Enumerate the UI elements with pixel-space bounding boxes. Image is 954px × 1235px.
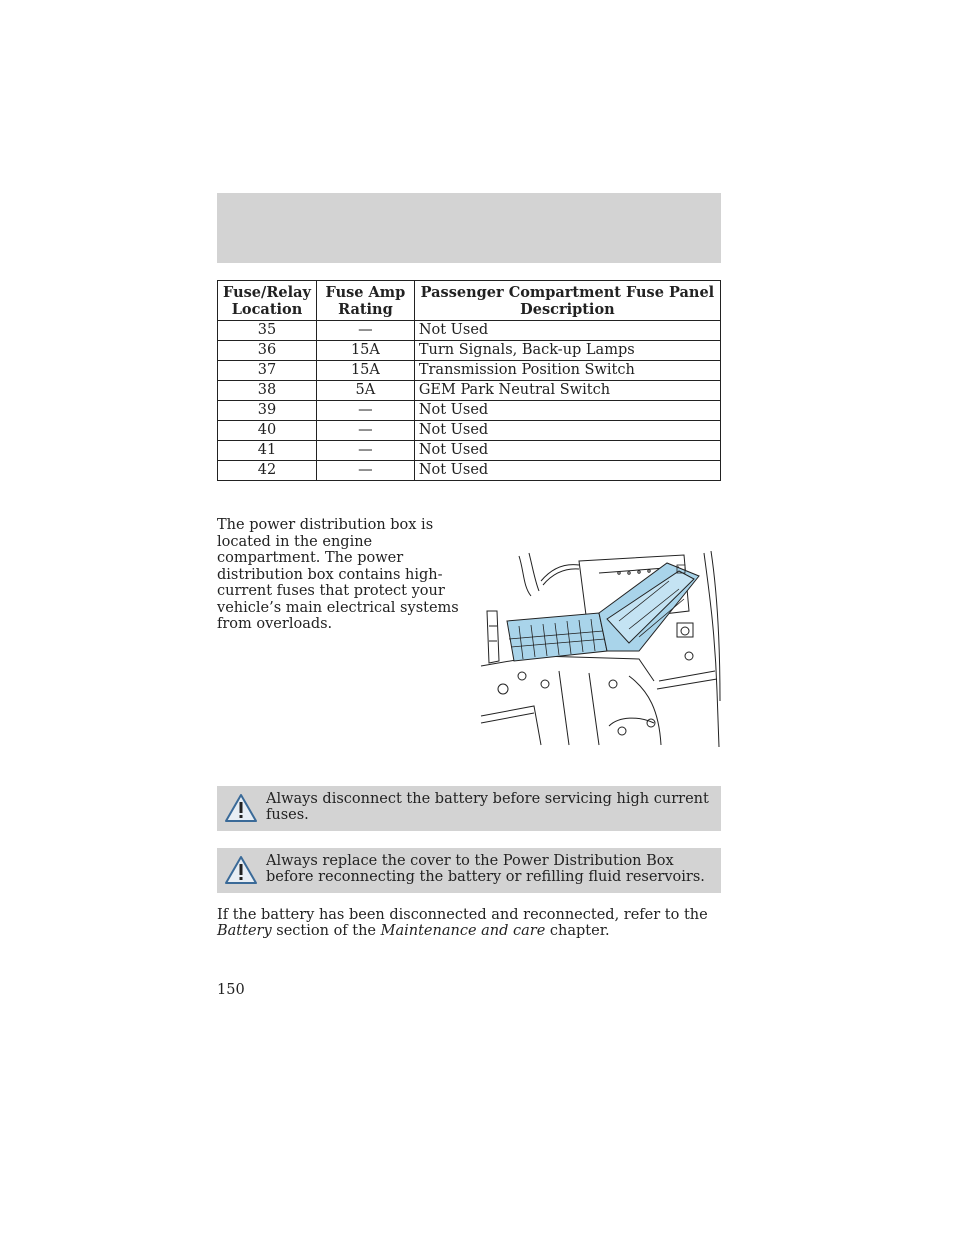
- cell-amp: 5A: [316, 381, 414, 401]
- header-description: Passenger Compartment Fuse Panel Description: [414, 281, 720, 321]
- page-number: 150: [217, 982, 245, 998]
- cell-description: Not Used: [414, 441, 720, 461]
- header-amp-rating: Fuse Amp Rating: [316, 281, 414, 321]
- table-row: [218, 421, 721, 441]
- cell-location: 37: [218, 361, 317, 381]
- cell-location: 42: [218, 461, 317, 481]
- cell-location: 35: [218, 321, 317, 341]
- warning-box: [217, 786, 721, 831]
- section-header-band: [217, 193, 721, 263]
- maintenance-chapter-ref: Maintenance and care: [380, 923, 546, 939]
- cell-amp: —: [316, 461, 414, 481]
- cell-location: 36: [218, 341, 317, 361]
- warning-text: Always disconnect the battery before servicing high current fuses.: [266, 791, 709, 823]
- note-text: chapter.: [545, 923, 610, 939]
- cell-description: Transmission Position Switch: [414, 361, 720, 381]
- cell-description: Turn Signals, Back-up Lamps: [414, 341, 720, 361]
- header-location: Fuse/Relay Location: [218, 281, 317, 321]
- cell-location: 39: [218, 401, 317, 421]
- cell-description: Not Used: [414, 321, 720, 341]
- fuse-table: [217, 280, 721, 481]
- cell-amp: —: [316, 401, 414, 421]
- warning-text: Always replace the cover to the Power Distribution Box before reconnecting the battery or refilling fluid reservoirs.: [266, 853, 705, 885]
- cell-description: Not Used: [414, 401, 720, 421]
- table-header-row: [218, 281, 721, 321]
- table-row: [218, 381, 721, 401]
- cell-amp: —: [316, 321, 414, 341]
- cell-location: 38: [218, 381, 317, 401]
- cell-location: 41: [218, 441, 317, 461]
- table-row: [218, 341, 721, 361]
- cell-description: Not Used: [414, 461, 720, 481]
- cell-amp: 15A: [316, 341, 414, 361]
- battery-note: [217, 907, 721, 939]
- cell-amp: —: [316, 441, 414, 461]
- table-row: [218, 461, 721, 481]
- table-row: [218, 441, 721, 461]
- power-distribution-box-illustration: [479, 551, 721, 747]
- cell-description: GEM Park Neutral Switch: [414, 381, 720, 401]
- cell-amp: 15A: [316, 361, 414, 381]
- note-text: If the battery has been disconnected and reconnected, refer to the: [217, 907, 708, 923]
- cell-location: 40: [218, 421, 317, 441]
- cell-amp: —: [316, 421, 414, 441]
- table-row: [218, 361, 721, 381]
- intro-paragraph: The power distribution box is located in the engine compartment. The power distribution box contains high-current fuses that protect your vehicle’s main electrical systems from overloads.: [217, 517, 459, 632]
- note-text: section of the: [271, 923, 381, 939]
- battery-section-ref: Battery: [217, 923, 272, 939]
- warning-box: [217, 848, 721, 893]
- cell-description: Not Used: [414, 421, 720, 441]
- table-row: [218, 401, 721, 421]
- warning-triangle-icon: [224, 793, 258, 823]
- warning-triangle-icon: [224, 855, 258, 885]
- table-row: [218, 321, 721, 341]
